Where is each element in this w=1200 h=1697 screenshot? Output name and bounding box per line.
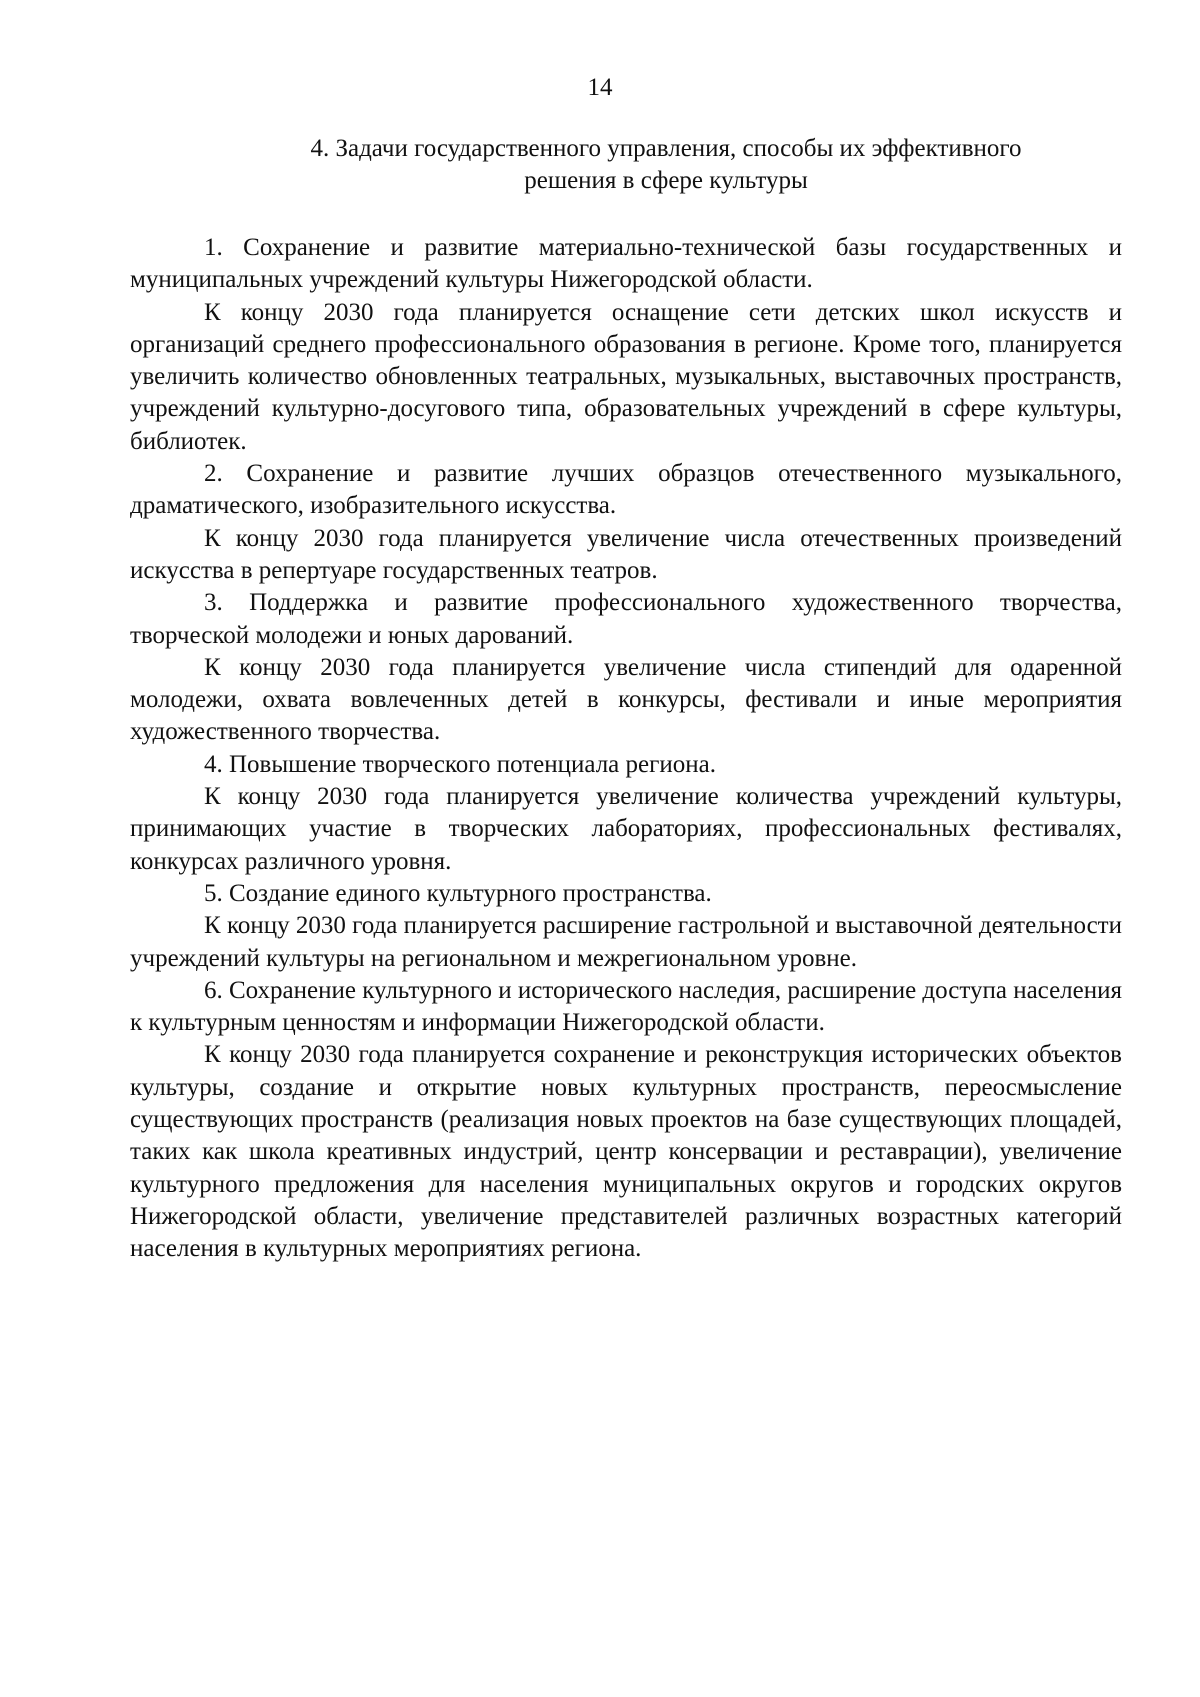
section-title-line-2: решения в сфере культуры <box>524 167 808 194</box>
paragraph-task-3: 3. Поддержка и развитие профессионального художественного творчества, творческой молодежи и юных дарований. <box>130 589 1122 649</box>
paragraph-task-1-plan: К концу 2030 года планируется оснащение сети детских школ искусств и организаций среднего профессионального образования в регионе. Кроме того, планируется увеличить количество обновленных театральных, музыкальных, выставочных пространств, учреждений культурно-досугового типа, образовательных учреждений в сфере культуры, библиотек. <box>130 298 1122 455</box>
paragraph-task-1: 1. Сохранение и развитие материально-технической базы государственных и муниципальных учреждений культуры Нижегородской области. <box>130 234 1122 294</box>
body-text <box>130 232 1122 1266</box>
paragraph-task-5: 5. Создание единого культурного пространства. <box>204 879 712 907</box>
paragraph-task-4-plan: К концу 2030 года планируется увеличение количества учреждений культуры, принимающих участие в творческих лабораториях, профессиональных фестивалях, конкурсах различного уровня. <box>130 783 1122 875</box>
paragraph-task-6-plan: К концу 2030 года планируется сохранение и реконструкция исторических объектов культуры, создание и открытие новых культурных пространств, переосмысление существующих пространств (реализация новых проектов на базе существующих площадей, таких как школа креативных индустрий, центр консервации и реставрации), увеличение культурного предложения для населения муниципальных округов и городских округов Нижегородской области, увеличение представителей различных возрастных категорий населения в культурных мероприятиях региона. <box>130 1041 1122 1263</box>
paragraph-task-4: 4. Повышение творческого потенциала региона. <box>204 750 716 778</box>
section-title <box>256 133 1076 197</box>
paragraph-task-6: 6. Сохранение культурного и исторического наследия, расширение доступа населения к культурным ценностям и информации Нижегородской области. <box>130 976 1122 1037</box>
paragraph-task-2-plan: К концу 2030 года планируется увеличение числа отечественных произведений искусства в репертуаре государственных театров. <box>130 524 1122 584</box>
paragraph-task-3-plan: К концу 2030 года планируется увеличение числа стипендий для одаренной молодежи, охвата вовлеченных детей в конкурсы, фестивали и иные мероприятия художественного творчества. <box>130 653 1122 746</box>
paragraph-task-2: 2. Сохранение и развитие лучших образцов отечественного музыкального, драматического, изобразительного искусства. <box>130 460 1122 520</box>
paragraph-task-5-plan: К концу 2030 года планируется расширение гастрольной и выставочной деятельности учреждений культуры на региональном и межрегиональном уровне. <box>130 912 1122 972</box>
section-title-line-1: 4. Задачи государственного управления, способы их эффективного <box>310 135 1022 162</box>
page-number: 14 <box>587 74 613 101</box>
